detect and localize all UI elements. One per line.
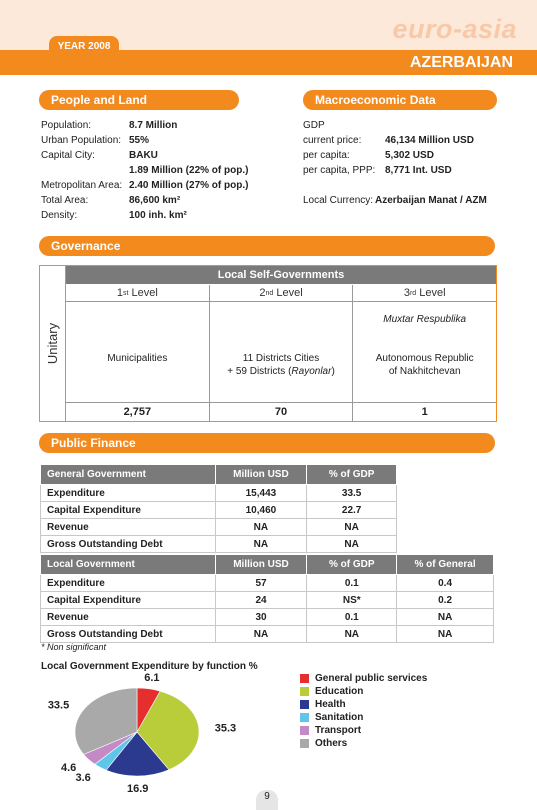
macro-row xyxy=(303,148,523,163)
legend-item xyxy=(300,698,427,711)
gov-level-line2-italic: Rayonlar xyxy=(291,366,332,377)
general-gov-table xyxy=(40,464,397,553)
legend-label: Others xyxy=(315,738,348,749)
gov-level-line2-text: of Nakhitchevan xyxy=(388,366,461,377)
pie-data-label: 33.5 xyxy=(47,699,70,712)
macro-row xyxy=(303,163,523,178)
macro-heading: Macroeconomic Data xyxy=(303,90,497,110)
gov-level-num: 1 xyxy=(116,287,123,299)
macro-row xyxy=(303,133,523,148)
gov-level-col xyxy=(353,285,496,421)
local-gov-cell: NA xyxy=(307,626,397,643)
local-gov-row xyxy=(41,592,494,609)
pie-data-label: 4.6 xyxy=(60,762,77,775)
people-row xyxy=(41,163,248,178)
local-gov-header-cell: Million USD xyxy=(215,555,307,575)
local-gov-cell: 0.1 xyxy=(307,609,397,626)
local-gov-header-cell: % of General xyxy=(397,555,494,575)
gov-level-count: 70 xyxy=(274,406,288,418)
gov-level-num: 2 xyxy=(259,287,266,299)
general-gov-header-cell: General Government xyxy=(41,465,216,485)
general-gov-row xyxy=(41,519,397,536)
legend-swatch xyxy=(300,700,309,709)
local-gov-cell: NA xyxy=(397,626,494,643)
legend-swatch xyxy=(300,726,309,735)
legend-swatch xyxy=(300,687,309,696)
gov-level-sup: nd xyxy=(265,289,274,297)
local-gov-table xyxy=(40,554,494,643)
general-gov-cell: 22.7 xyxy=(307,502,397,519)
pie-data-label: 3.6 xyxy=(75,772,91,785)
people-row xyxy=(41,178,248,193)
gov-level-line2 xyxy=(210,365,353,378)
general-gov-cell: Gross Outstanding Debt xyxy=(41,536,216,553)
gov-level-count: 2,757 xyxy=(123,406,152,418)
gov-level-text xyxy=(210,352,353,378)
people-row-value: BAKU xyxy=(129,150,158,161)
people-row-label: Capital City: xyxy=(41,150,95,161)
people-row-label: Metropolitan Area: xyxy=(41,180,123,191)
pie-data-label: 6.1 xyxy=(144,672,160,685)
governance-table xyxy=(39,265,497,422)
local-gov-cell: NS* xyxy=(307,592,397,609)
gov-level-sup: st xyxy=(122,289,129,297)
general-gov-cell: NA xyxy=(215,519,307,536)
general-gov-cell: 10,460 xyxy=(215,502,307,519)
gov-table-title: Local Self-Governments xyxy=(66,266,496,284)
general-gov-row xyxy=(41,485,397,502)
page-number: 9 xyxy=(256,790,278,810)
local-gov-cell: Expenditure xyxy=(41,575,216,592)
legend-label: General public services xyxy=(315,673,428,684)
gov-level-line1: Autonomous Republic xyxy=(375,353,474,364)
legend-label: Health xyxy=(315,699,346,710)
legend-label: Transport xyxy=(315,725,362,736)
macro-row-label: per capita, PPP: xyxy=(303,165,376,176)
people-row xyxy=(41,118,248,133)
macro-list xyxy=(303,118,523,208)
gov-level-col xyxy=(66,285,210,421)
currency-value: Azerbaijan Manat / AZM xyxy=(375,195,487,206)
people-row-label: Population: xyxy=(41,120,92,131)
general-gov-header-cell: % of GDP xyxy=(307,465,397,485)
people-row-label: Density: xyxy=(41,210,78,221)
local-gov-cell: Capital Expenditure xyxy=(41,592,216,609)
legend-item xyxy=(300,724,427,737)
people-row-value: 55% xyxy=(129,135,150,146)
gov-level-line1: 11 Districts Cities xyxy=(242,353,320,364)
macro-row-value: 5,302 USD xyxy=(385,150,434,161)
gov-level-line2-text: + 59 Districts ( xyxy=(227,366,292,377)
gov-level-line2 xyxy=(353,365,496,378)
local-gov-header-cell: Local Government xyxy=(41,555,216,575)
people-list xyxy=(41,118,248,223)
local-gov-cell: 0.1 xyxy=(307,575,397,592)
people-row-value: 86,600 km² xyxy=(129,195,181,206)
finance-heading: Public Finance xyxy=(39,433,495,453)
legend-label: Education xyxy=(315,686,364,697)
local-gov-cell: 0.2 xyxy=(397,592,494,609)
footnote: * Non significant xyxy=(41,642,107,652)
people-row-label: Total Area: xyxy=(41,195,89,206)
gov-level-text xyxy=(66,352,209,365)
macro-row-label: per capita: xyxy=(303,150,350,161)
general-gov-cell: Expenditure xyxy=(41,485,216,502)
general-gov-cell: NA xyxy=(307,536,397,553)
local-gov-cell: Revenue xyxy=(41,609,216,626)
country-title: AZERBAIJAN xyxy=(409,54,513,71)
chart-title: Local Government Expenditure by function % xyxy=(41,661,258,672)
local-gov-row xyxy=(41,575,494,592)
gov-level-line2-end: ) xyxy=(331,366,335,377)
gov-level-text xyxy=(353,352,496,378)
people-row-value: 2.40 Million (27% of pop.) xyxy=(129,180,249,191)
people-row-value: 8.7 Million xyxy=(129,120,178,131)
local-gov-row xyxy=(41,609,494,626)
people-row xyxy=(41,133,248,148)
legend-item xyxy=(300,672,427,685)
legend-item xyxy=(300,685,427,698)
legend-swatch xyxy=(300,674,309,683)
legend-swatch xyxy=(300,739,309,748)
general-gov-cell: NA xyxy=(215,536,307,553)
local-gov-cell: 57 xyxy=(215,575,307,592)
pie-data-label: 16.9 xyxy=(127,782,149,795)
gov-level-header xyxy=(210,285,353,302)
brand-logo: euro-asia xyxy=(392,14,517,44)
general-gov-cell: NA xyxy=(307,519,397,536)
gov-level-num: 3 xyxy=(403,287,410,299)
gov-level-body xyxy=(353,302,496,403)
local-gov-cell: 30 xyxy=(215,609,307,626)
local-gov-cell: NA xyxy=(397,609,494,626)
people-heading: People and Land xyxy=(39,90,239,110)
gov-level-header xyxy=(66,285,209,302)
people-row-value: 1.89 Million (22% of pop.) xyxy=(129,165,249,176)
chart-legend xyxy=(300,672,427,750)
gov-level-word: Level xyxy=(273,287,303,299)
legend-swatch xyxy=(300,713,309,722)
legend-label: Sanitation xyxy=(315,712,364,723)
pie-chart xyxy=(0,672,300,800)
gov-level-line1: Municipalities xyxy=(107,353,168,364)
macro-row-value: 46,134 Million USD xyxy=(385,135,474,146)
people-row-label: Urban Population: xyxy=(41,135,122,146)
general-gov-header-cell: Million USD xyxy=(215,465,307,485)
gov-levels xyxy=(66,285,496,421)
unitary-label: Unitary xyxy=(40,266,66,421)
gov-level-body xyxy=(210,302,353,403)
local-gov-cell: NA xyxy=(215,626,307,643)
local-gov-cell: 24 xyxy=(215,592,307,609)
general-gov-cell: 15,443 xyxy=(215,485,307,502)
gov-level-sup: rd xyxy=(409,289,417,297)
people-row xyxy=(41,148,248,163)
local-gov-row xyxy=(41,626,494,643)
macro-row-label: current price: xyxy=(303,135,362,146)
general-gov-row xyxy=(41,536,397,553)
general-gov-cell: Capital Expenditure xyxy=(41,502,216,519)
local-gov-cell: 0.4 xyxy=(397,575,494,592)
governance-heading: Governance xyxy=(39,236,495,256)
local-gov-header-cell: % of GDP xyxy=(307,555,397,575)
gov-level-word: Level xyxy=(128,287,158,299)
gdp-label: GDP xyxy=(303,120,325,131)
general-gov-row xyxy=(41,502,397,519)
macro-row-value: 8,771 Int. USD xyxy=(385,165,452,176)
gov-level-body xyxy=(66,302,209,403)
currency-row xyxy=(303,193,523,208)
general-gov-cell: 33.5 xyxy=(307,485,397,502)
local-gov-cell: Gross Outstanding Debt xyxy=(41,626,216,643)
year-tab: YEAR 2008 xyxy=(49,36,119,56)
general-gov-cell: Revenue xyxy=(41,519,216,536)
people-row-value: 100 inh. km² xyxy=(129,210,187,221)
pie-data-label: 35.3 xyxy=(214,722,237,735)
gov-level-native-name: Muxtar Respublika xyxy=(383,314,467,325)
legend-item xyxy=(300,711,427,724)
gov-level-word: Level xyxy=(416,287,446,299)
gov-level-count: 1 xyxy=(421,406,428,418)
people-row xyxy=(41,193,248,208)
people-row-label xyxy=(41,163,129,178)
legend-item xyxy=(300,737,427,750)
currency-label: Local Currency: xyxy=(303,195,374,206)
gov-level-header xyxy=(353,285,496,302)
people-row xyxy=(41,208,248,223)
gov-level-col xyxy=(210,285,354,421)
